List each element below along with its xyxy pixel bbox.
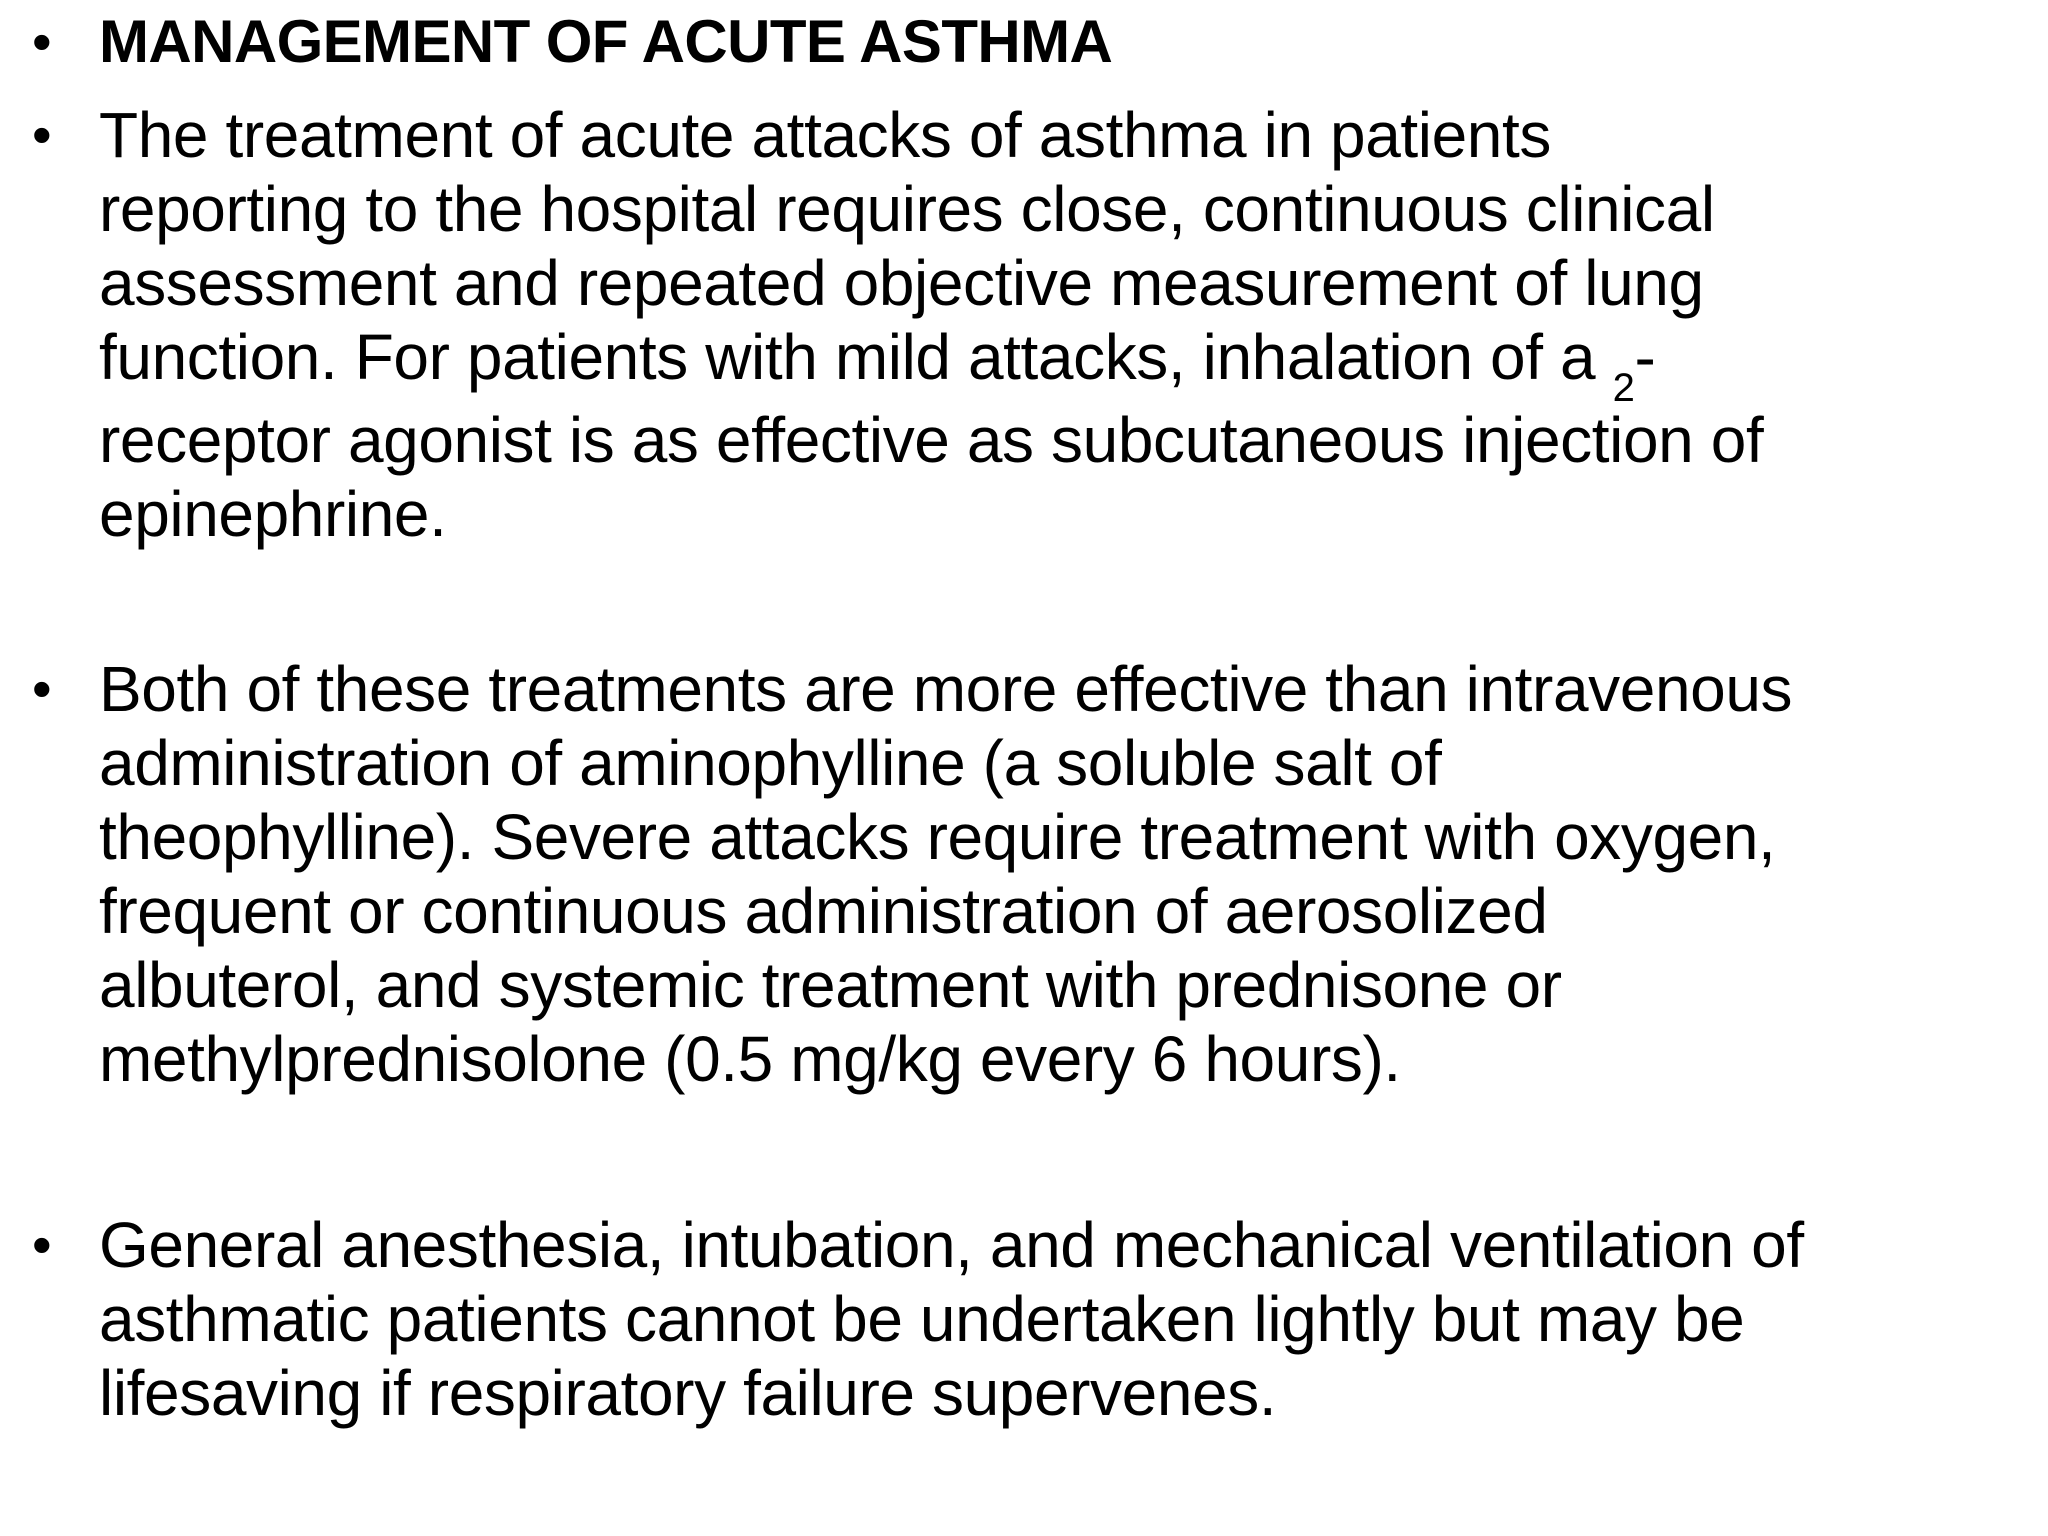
paragraph-line: The treatment of acute attacks of asthma in patients — [99, 99, 1551, 171]
bullet-dot-icon: • — [32, 1213, 52, 1276]
slide-heading — [99, 5, 2039, 79]
paragraph-line — [99, 320, 2039, 410]
paragraph-line: assessment and repeated objective measurement of lung — [99, 247, 1704, 319]
paragraph-line: frequent or continuous administration of aerosolized — [99, 875, 1548, 947]
paragraph-1 — [99, 98, 2039, 551]
paragraph-line: administration of aminophylline (a soluble salt of — [99, 727, 1442, 799]
paragraph-2 — [99, 652, 2039, 1096]
paragraph-line-text: function. For patients with mild attacks, inhalation of a — [99, 321, 1613, 393]
paragraph-3 — [99, 1208, 2039, 1430]
paragraph-line: General anesthesia, intubation, and mechanical ventilation of — [99, 1209, 1804, 1281]
bullet-dot-icon: • — [32, 657, 52, 720]
paragraph-line: reporting to the hospital requires close, continuous clinical — [99, 173, 1715, 245]
paragraph-line: epinephrine. — [99, 478, 447, 550]
paragraph-line: asthmatic patients cannot be undertaken lightly but may be — [99, 1283, 1745, 1355]
heading-text: MANAGEMENT OF ACUTE ASTHMA — [99, 8, 1113, 75]
subscript: 2 — [1612, 366, 1635, 410]
paragraph-line: theophylline). Severe attacks require treatment with oxygen, — [99, 801, 1776, 873]
paragraph-line: Both of these treatments are more effective than intravenous — [99, 653, 1793, 725]
bullet-dot-icon: • — [32, 103, 52, 166]
paragraph-line: albuterol, and systemic treatment with prednisone or — [99, 949, 1562, 1021]
paragraph-line: lifesaving if respiratory failure supervenes. — [99, 1357, 1277, 1429]
paragraph-line: receptor agonist is as effective as subcutaneous injection of — [99, 404, 1764, 476]
paragraph-line-text: - — [1634, 321, 1656, 393]
bullet-dot-icon: • — [32, 10, 52, 73]
paragraph-line: methylprednisolone (0.5 mg/kg every 6 hours). — [99, 1023, 1401, 1095]
